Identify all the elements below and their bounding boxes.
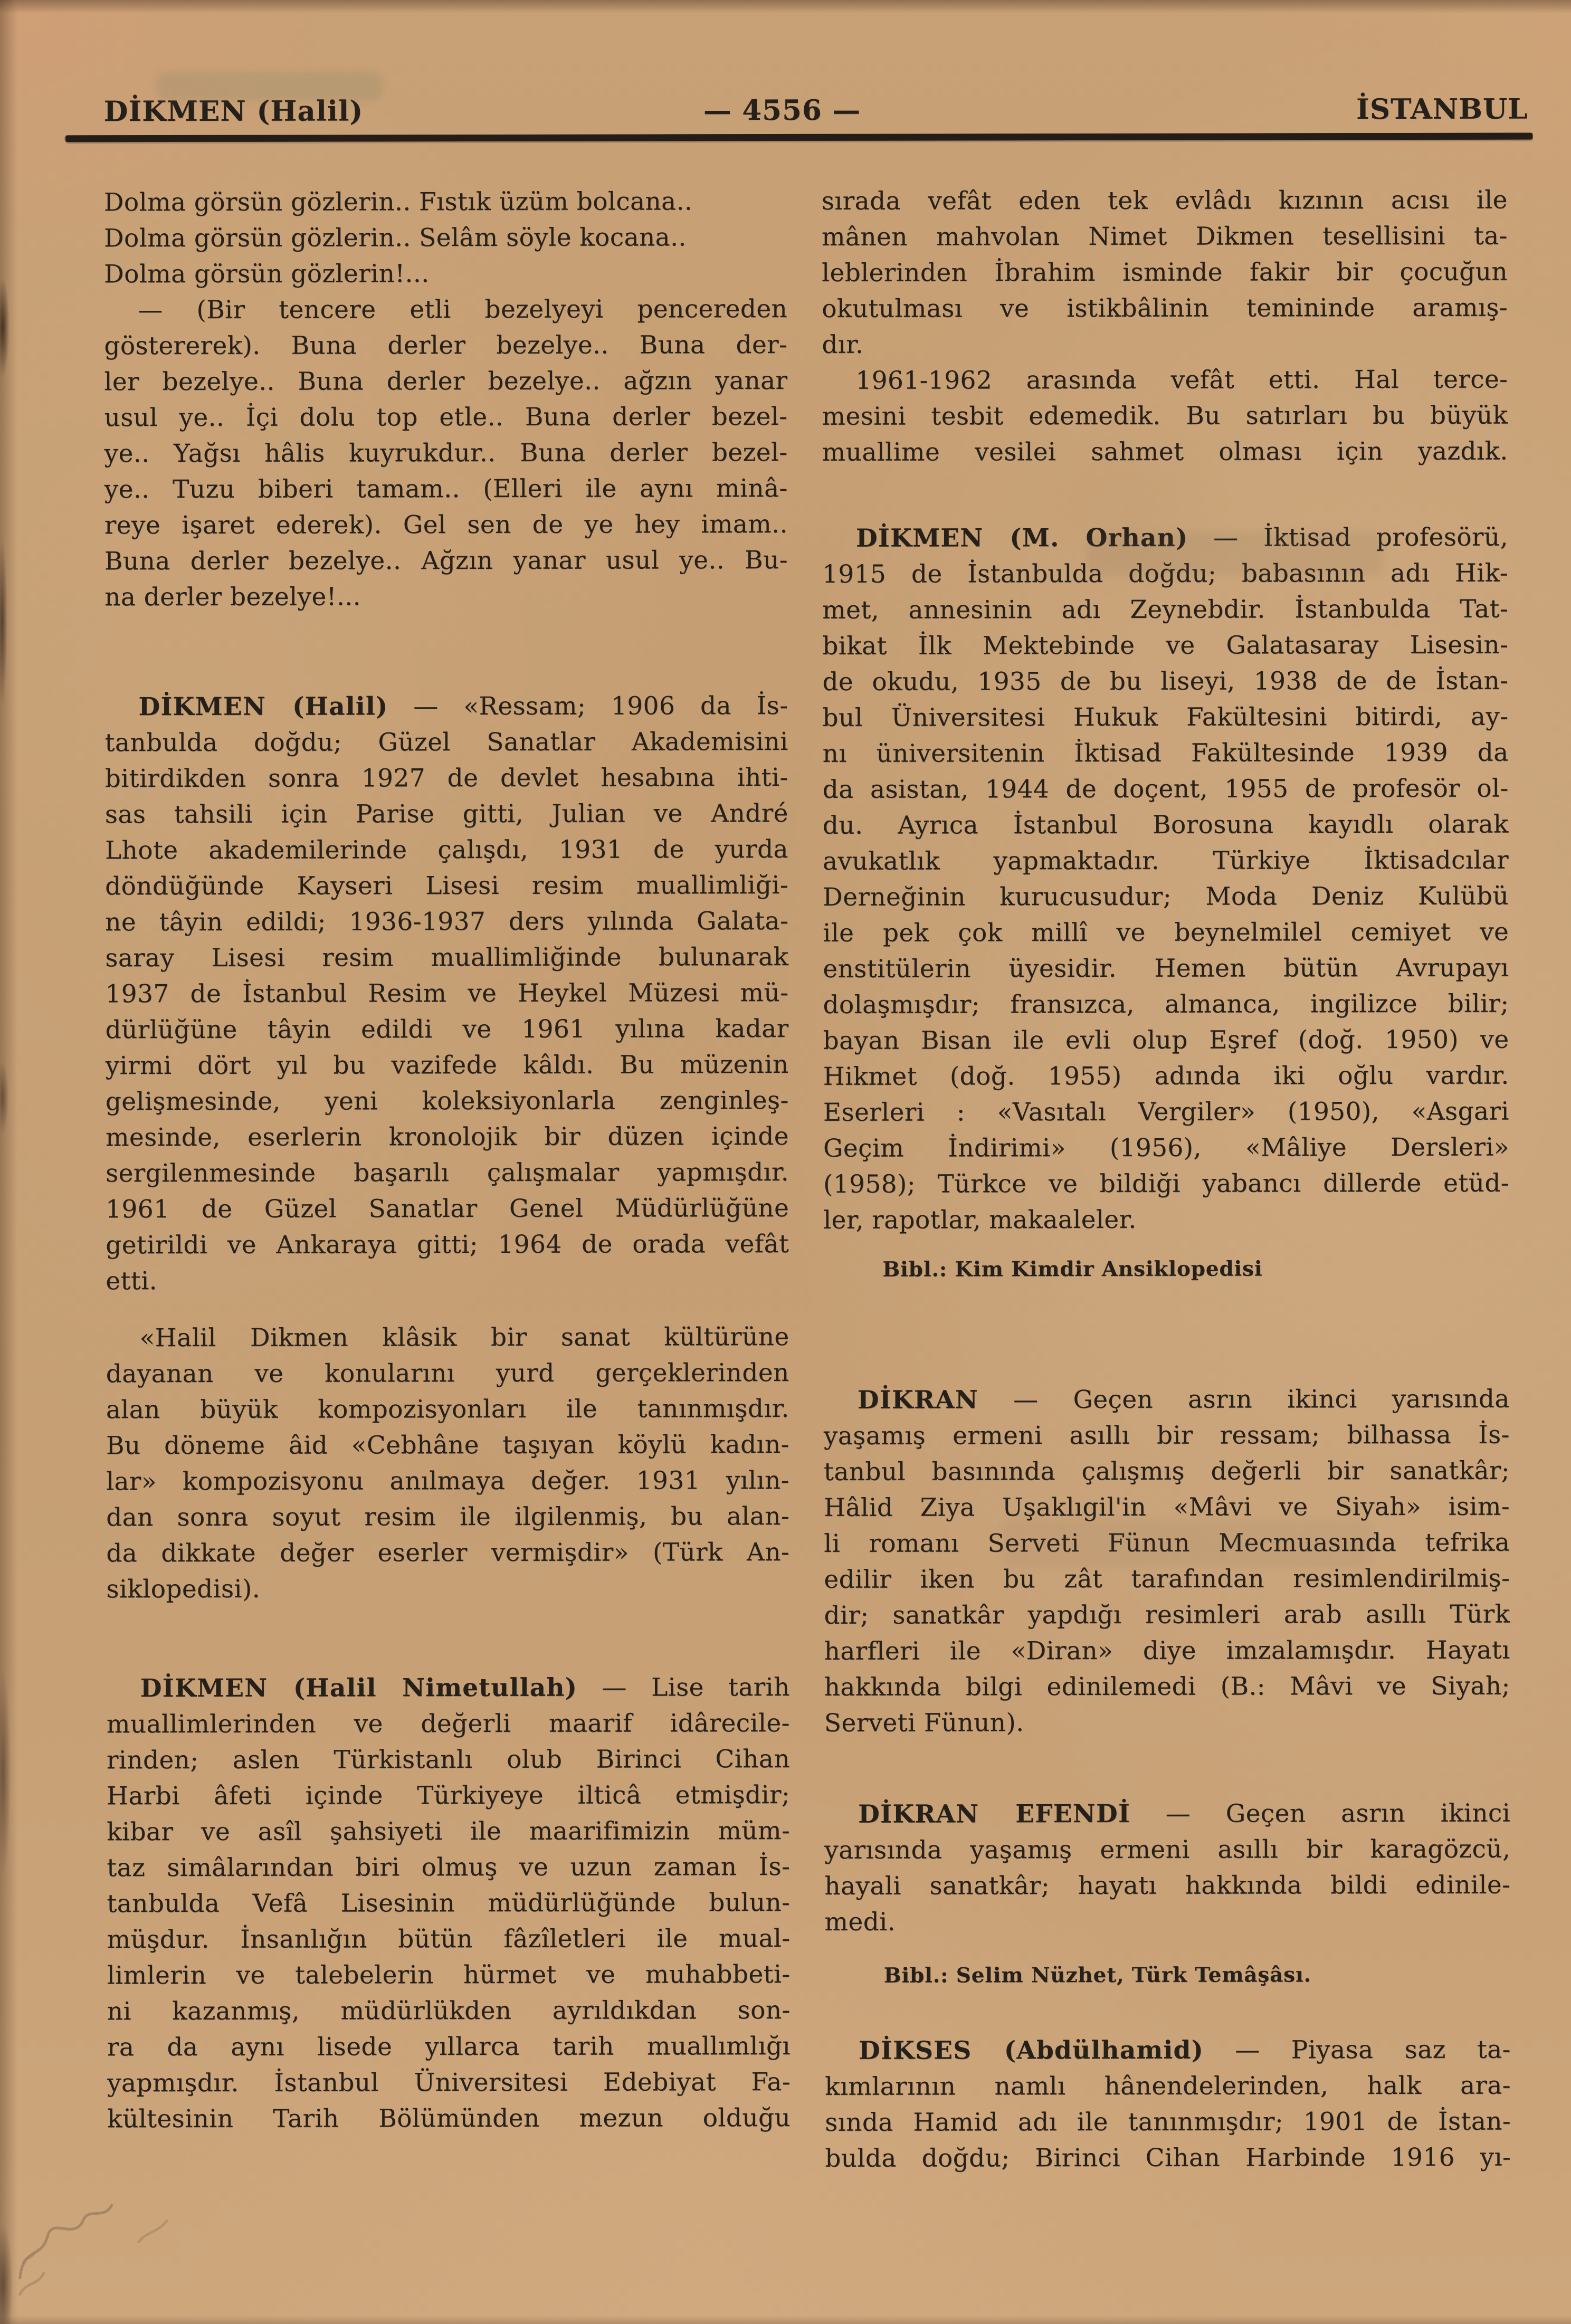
page-header — [0, 92, 1569, 129]
text-line: li romanı Serveti Fünun Mecmuasında tefrika — [824, 1528, 1510, 1558]
text-line: Serveti Fünun). — [824, 1708, 1024, 1738]
text-line: DİKMEN (M. Orhan) — İktisad profesörü, — [855, 522, 1508, 553]
text-line: ler bezelye.. Buna derler bezelye.. ağzın yanar — [104, 366, 788, 397]
text-line: etti. — [106, 1266, 158, 1296]
header-running-title: İSTANBUL — [1356, 92, 1528, 126]
text-line: du. Ayrıca İstanbul Borosuna kayıdlı olarak — [822, 809, 1509, 840]
text-line: yarısında yaşamış ermeni asıllı bir karagözcü, — [824, 1834, 1511, 1865]
text-line: bulda doğdu; Birinci Cihan Harbinde 1916 yı- — [825, 2142, 1511, 2173]
text-line: avukatlık yapmaktadır. Türkiye İktisadcılar — [822, 845, 1509, 876]
text-line: bitirdikden sonra 1927 de devlet hesabına ihti- — [104, 763, 788, 794]
text-line: DİKMEN (Halil) — «Ressam; 1906 da İs- — [138, 691, 788, 722]
text-line: de okudu, 1935 de bu liseyi, 1938 de de İstan- — [822, 666, 1509, 697]
header-page-number: — 4556 — — [703, 93, 861, 127]
text-line: met, annesinin adı Zeynebdir. İstanbulda Tat- — [822, 594, 1509, 625]
text-line: medi. — [824, 1907, 896, 1937]
text-line: yapmışdır. İstanbul Üniversitesi Edebiyat Fa- — [107, 2067, 791, 2098]
quote-turk-ansiklopedisi — [106, 1319, 790, 1607]
text-line: döndüğünde Kayseri Lisesi resim muallimliği- — [105, 870, 789, 901]
left-column — [104, 184, 791, 2137]
entry-headword: DİKMEN (M. Orhan) — [855, 523, 1188, 553]
text-line: Harbi âfeti içinde Türkiyeye ilticâ etmişdir; — [107, 1780, 791, 1811]
text-line: Dolma görsün gözlerin!... — [104, 259, 430, 289]
verse-stage-direction-paragraph — [104, 291, 788, 615]
text-line: göstererek). Buna derler bezelye.. Buna der- — [104, 330, 788, 361]
text-line: Dolma görsün gözlerin.. Fıstık üzüm bolcana.. — [103, 187, 693, 217]
text-line: Hâlid Ziya Uşaklıgil'in «Mâvi ve Siyah» isim- — [824, 1492, 1510, 1522]
text-line: bul Üniversitesi Hukuk Fakültesini bitirdi, ay- — [822, 702, 1509, 732]
text-line: Derneğinin kurucusudur; Moda Deniz Kulübü — [823, 881, 1509, 912]
text-line: yirmi dört yıl bu vazifede kâldı. Bu müzenin — [105, 1050, 789, 1081]
text-line: ni kazanmış, müdürlükden ayrıldıkdan son- — [107, 1995, 791, 2026]
text-line: DİKRAN — Geçen asrın ikinci yarısında — [857, 1384, 1510, 1415]
text-line: «Halil Dikmen klâsik bir sanat kültürüne — [139, 1322, 789, 1353]
text-line: mânen mahvolan Nimet Dikmen tesellisini ta- — [821, 221, 1508, 252]
text-line: rinden; aslen Türkistanlı olub Birinci Cihan — [106, 1744, 791, 1775]
text-line: limlerin ve talebelerin hürmet ve muhabbeti- — [107, 1959, 791, 1990]
entry-headword: DİKMEN (Halil Nimetullah) — [140, 1673, 578, 1703]
text-line: dolaşmışdır; fransızca, almanca, ingilizce bilir; — [823, 989, 1509, 1020]
text-line: — (Bir tencere etli bezelyeyi pencereden — [138, 294, 788, 325]
text-line: dır. — [822, 330, 864, 359]
text-line: leblerinden İbrahim isminde fakir bir çocuğun — [822, 257, 1508, 288]
text-line: sırada vefât eden tek evlâdı kızının acısı ile — [821, 185, 1508, 216]
text-line: bayan Bisan ile evli olup Eşref (doğ. 1950) ve — [823, 1025, 1509, 1055]
text-line: yaşamış ermeni asıllı bir ressam; bilhassa İs- — [823, 1420, 1510, 1451]
text-line: kibar ve asîl şahsiyeti ile maarifimizin müm- — [107, 1816, 791, 1847]
text-line: bikat İlk Mektebinde ve Galatasaray Lisesin- — [822, 630, 1509, 661]
text-line: reye işaret ederek). Gel sen de ye hey imam.. — [104, 509, 788, 540]
text-line: Lhote akademilerinde çalışdı, 1931 de yurda — [104, 834, 789, 865]
text-line: DİKMEN (Halil Nimetullah) — Lise tarih — [140, 1672, 790, 1703]
text-line: 1937 de İstanbul Resim ve Heykel Müzesi mü- — [105, 978, 789, 1009]
text-line: ler, rapotlar, makaaleler. — [823, 1205, 1137, 1235]
text-line: kültesinin Tarih Bölümünden mezun olduğu — [107, 2103, 791, 2134]
text-line: Bu döneme âid «Cebhâne taşıyan köylü kadın- — [106, 1430, 789, 1461]
text-line: da asistan, 1944 de doçent, 1955 de profesör ol- — [822, 774, 1509, 804]
entry-dikran — [824, 1382, 1510, 1741]
text-line: na derler bezelye!... — [104, 582, 361, 612]
entry-headword: DİKRAN EFENDİ — [858, 1799, 1131, 1829]
death-note-paragraph — [822, 362, 1508, 471]
text-line: saray Lisesi resim muallimliğinde bulunarak — [105, 942, 789, 973]
text-line: 1915 de İstanbulda doğdu; babasının adı Hik- — [822, 558, 1509, 589]
text-line: ra da aynı lisede yıllarca tarih muallımlığı — [107, 2031, 791, 2062]
text-line: dayanan ve konularını yurd gerçeklerinden — [106, 1358, 789, 1389]
text-line: edilir iken bu zât tarafından resimlendirilmiş- — [824, 1564, 1510, 1594]
text-line: dürlüğüne tâyin edildi ve 1961 yılına kadar — [105, 1014, 789, 1045]
text-line: DİKSES (Abdülhamid) — Piyasa saz ta- — [858, 2035, 1511, 2065]
text-line: Buna derler bezelye.. Ağzın yanar usul ye.. Bu- — [104, 545, 788, 576]
text-line: muallime vesilei sahmet olması için yazdık. — [822, 436, 1508, 467]
text-line: alan büyük kompozisyonları ile tanınmışdır. — [106, 1394, 789, 1425]
text-line: (1958); Türkce ve bildiği yabancı dillerde etüd- — [823, 1168, 1510, 1199]
text-line: taz simâlarından biri olmuş ve uzun zaman İs- — [107, 1852, 791, 1883]
text-line: sas tahsili için Parise gitti, Julian ve André — [104, 798, 788, 830]
text-line: Hikmet (doğ. 1955) adında iki oğlu vardır. — [823, 1061, 1509, 1091]
text-line: da dikkate değer eserler vermişdir» (Türk An- — [106, 1537, 790, 1568]
text-line: hayali sanatkâr; hayatı hakkında bildi edinile- — [824, 1870, 1511, 1901]
text-line: harfleri ile «Diran» diye imzalamışdır. Hayatı — [824, 1635, 1510, 1666]
entry-continuation-paragraph — [822, 183, 1508, 363]
entry-headword: DİKSES (Abdülhamid) — [858, 2035, 1204, 2065]
text-line: usul ye.. İçi dolu top etle.. Buna derler bezel- — [104, 402, 788, 433]
bibliography-note — [825, 1959, 1511, 1991]
text-line: mesini tesbit edemedik. Bu satırları bu büyük — [822, 401, 1508, 431]
text-line: okutulması ve istikbâlinin temininde aramış- — [822, 293, 1508, 323]
text-line: Eserleri : «Vasıtalı Vergiler» (1950), «Asgari — [823, 1097, 1509, 1127]
text-line: ye.. Tuzu biberi tamam.. (Elleri ile aynı minâ- — [104, 473, 788, 504]
text-line: enstitülerin üyesidir. Hemen bütün Avrupayı — [823, 953, 1509, 984]
text-line: nı üniversitenin İktisad Fakültesinde 1939 da — [822, 738, 1509, 768]
entry-dikmen-m-orhan — [822, 520, 1509, 1239]
text-line: gelişmesinde, yeni koleksiyonlarla zenginleş- — [105, 1085, 789, 1117]
text-line: tanbul basınında çalışmış değerli bir sanatkâr; — [823, 1456, 1510, 1487]
text-line: Geçim İndirimi» (1956), «Mâliye Dersleri» — [823, 1132, 1510, 1163]
text-line: Bibl.: Selim Nüzhet, Türk Temâşâsı. — [883, 1963, 1312, 1988]
entry-dikses-abdulhamid — [825, 2032, 1511, 2177]
text-line: hakkında bilgi edinilemedi (B.: Mâvi ve Siyah; — [824, 1671, 1510, 1702]
text-line: lar» kompozisyonu anılmaya değer. 1931 yılın- — [106, 1465, 790, 1497]
right-column — [822, 183, 1511, 2177]
text-line: 1961 de Güzel Sanatlar Genel Müdürlüğüne — [106, 1193, 789, 1224]
text-line: tanbulda doğdu; Güzel Sanatlar Akademisini — [104, 727, 788, 758]
text-line: mesinde, eserlerin kronolojik bir düzen içinde — [105, 1121, 789, 1153]
text-line: getirildi ve Ankaraya gitti; 1964 de orada vefât — [106, 1229, 789, 1260]
text-line: dan sonra soyut resim ile ilgilenmiş, bu alan- — [106, 1501, 790, 1532]
entry-dikmen-halil-nimetullah — [107, 1670, 791, 2137]
text-line: tanbulda Vefâ Lisesinin müdürlüğünde bulun- — [107, 1888, 791, 1919]
text-line: DİKRAN EFENDİ — Geçen asrın ikinci — [858, 1798, 1511, 1829]
text-line: ile pek çok millî ve beynelmilel cemiyet ve — [823, 917, 1509, 948]
header-entry-title: DİKMEN (Halil) — [103, 94, 364, 128]
text-line: ne tâyin edildi; 1936-1937 ders yılında Galata- — [105, 906, 789, 937]
entry-dikmen-halil — [104, 688, 789, 1299]
text-line: sergilenmesinde başarılı çalışmalar yapmışdır. — [105, 1157, 789, 1188]
bibliography-note — [823, 1253, 1509, 1285]
text-line: dir; sanatkâr yapdığı resimleri arab asıllı Türk — [824, 1599, 1510, 1630]
header-rule — [66, 133, 1533, 142]
text-line: kımlarının namlı hânendelerinden, halk ara- — [825, 2071, 1511, 2101]
verse-continuation — [104, 184, 787, 292]
text-line: Dolma görsün gözlerin.. Selâm söyle kocana.. — [103, 223, 687, 253]
entry-dikran-efendi — [824, 1796, 1510, 1940]
entry-headword: DİKRAN — [857, 1385, 979, 1415]
text-line: 1961-1962 arasında vefât etti. Hal terce- — [855, 365, 1508, 395]
text-line: muallimlerinden ve değerli maarif idârecile- — [106, 1708, 790, 1739]
text-line: müşdur. İnsanlığın bütün fâzîletleri ile mual- — [107, 1923, 791, 1955]
text-line: Bibl.: Kim Kimdir Ansiklopedisi — [882, 1256, 1263, 1282]
text-line: sında Hamid adı ile tanınmışdır; 1901 de İstan- — [825, 2107, 1511, 2137]
entry-headword: DİKMEN (Halil) — [138, 692, 388, 722]
text-line: siklopedisi). — [106, 1574, 261, 1604]
text-line: ye.. Yağsı hâlis kuyrukdur.. Buna derler bezel- — [104, 437, 788, 469]
